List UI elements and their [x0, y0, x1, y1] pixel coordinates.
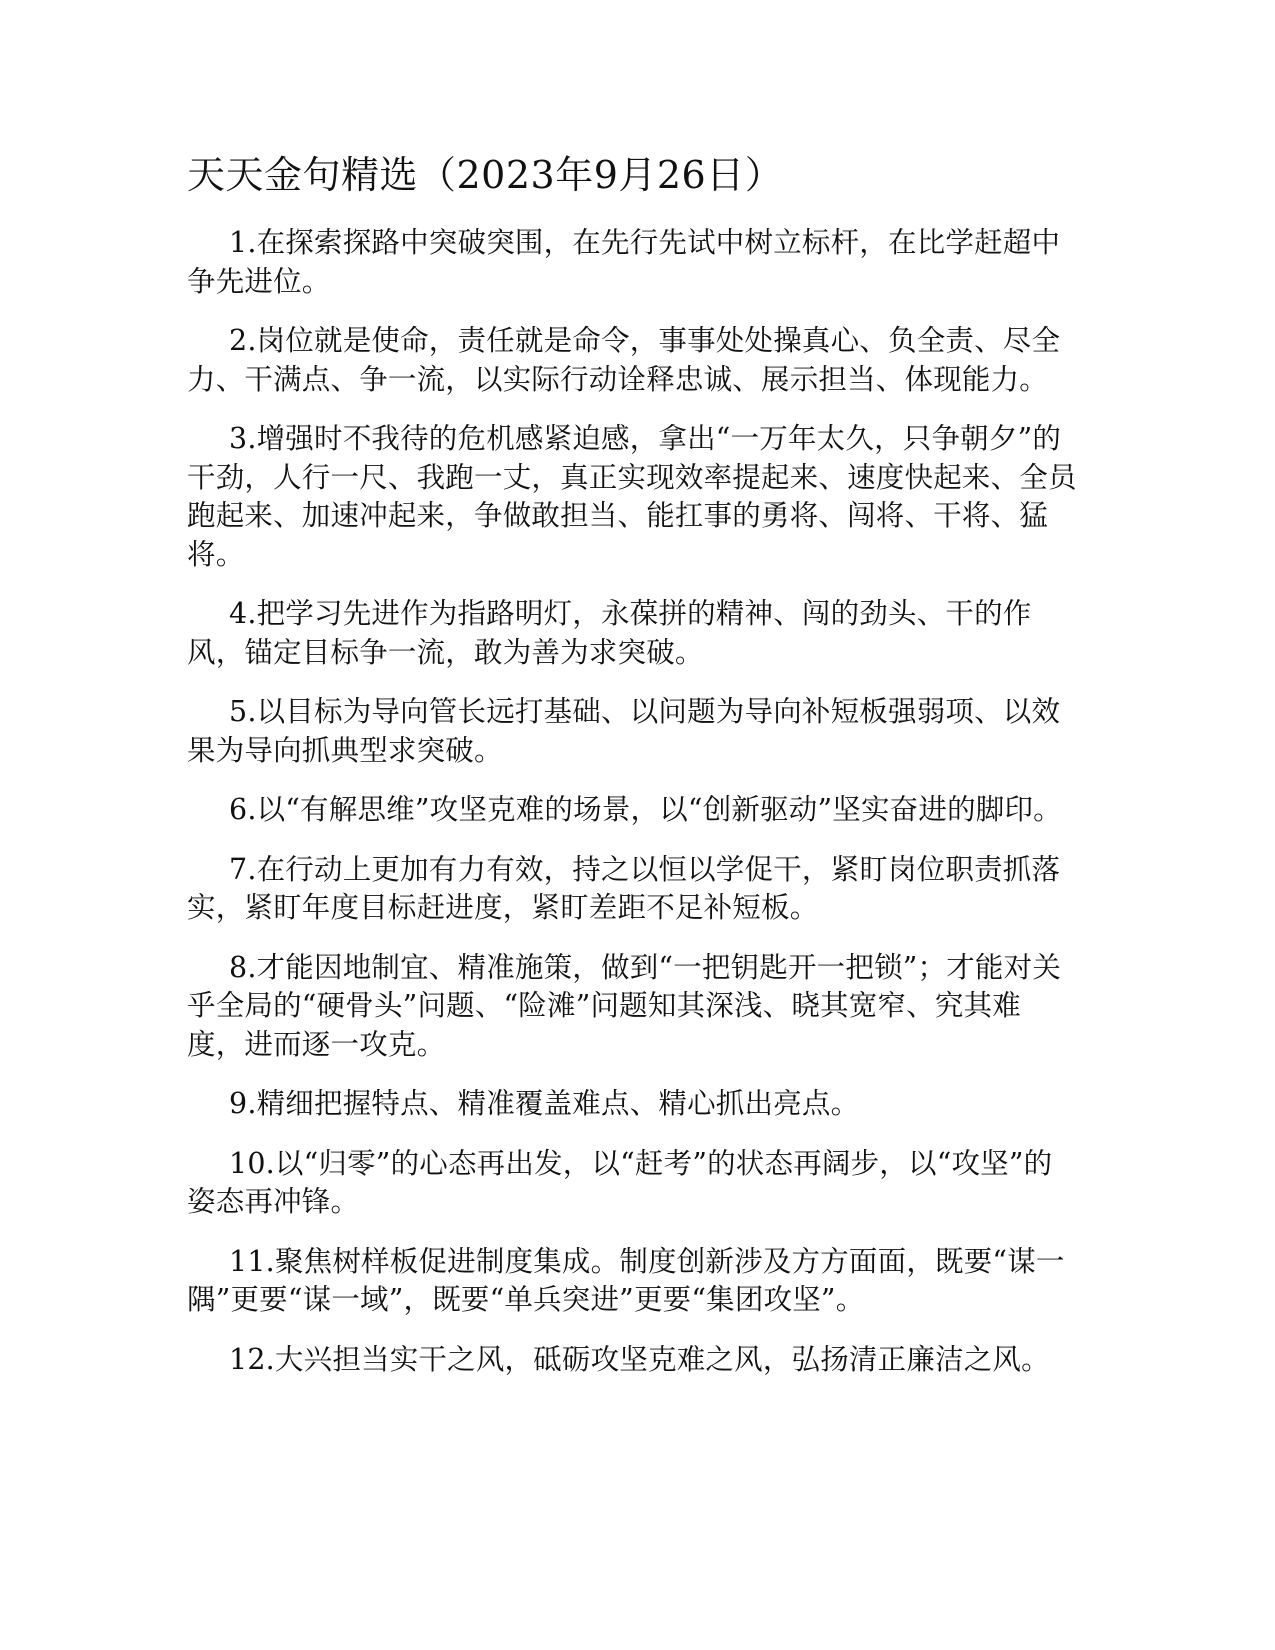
quote-item: 3.增强时不我待的危机感紧迫感，拿出“一万年太久，只争朝夕”的干劲，人行一尺、我跑一丈，真正实现效率提起来、速度快起来、全员跑起来、加速冲起来，争做敢担当、能扛事的勇将、闯将、干将、猛将。 [187, 422, 1077, 571]
quote-item: 12.大兴担当实干之风，砥砺攻坚克难之风，弘扬清正廉洁之风。 [229, 1342, 1050, 1376]
quote-item: 1.在探索探路中突破突围，在先行先试中树立标杆，在比学赶超中争先进位。 [187, 226, 1061, 298]
quote-item: 6.以“有解思维”攻坚克难的场景，以“创新驱动”坚实奋进的脚印。 [229, 793, 1062, 826]
quote-item: 8.才能因地制宜、精准施策，做到“一把钥匙开一把锁”；才能对关乎全局的“硬骨头”问题、“险滩”问题知其深浅、晓其宽窄、究其难度，进而逐一攻克。 [187, 950, 1062, 1061]
document-title: 天天金句精选（2023年9月26日） [187, 153, 784, 197]
quote-item: 4.把学习先进作为指路明灯，永葆拼的精神、闯的劲头、干的作风，锚定目标争一流，敢为善为求突破。 [187, 597, 1032, 669]
quote-item: 10.以“归零”的心态再出发，以“赶考”的状态再阔步，以“攻坚”的姿态再冲锋。 [187, 1146, 1053, 1218]
quote-item: 5.以目标为导向管长远打基础、以问题为导向补短板强弱项、以效果为导向抓典型求突破。 [187, 695, 1061, 767]
quote-item: 9.精细把握特点、精准覆盖难点、精心抓出亮点。 [229, 1087, 860, 1120]
quote-item: 7.在行动上更加有力有效，持之以恒以学促干，紧盯岗位职责抓落实，紧盯年度目标赶进度，紧盯差距不足补短板。 [187, 852, 1061, 924]
document-body [187, 150, 1077, 1400]
quote-item: 11.聚焦树样板促进制度集成。制度创新涉及方方面面，既要“谋一隅”更要“谋一域”，既要“单兵突进”更要“集团攻坚”。 [187, 1244, 1065, 1316]
quote-item: 2.岗位就是使命，责任就是命令，事事处处操真心、负全责、尽全力、干满点、争一流，以实际行动诠释忠诚、展示担当、体现能力。 [187, 324, 1061, 396]
